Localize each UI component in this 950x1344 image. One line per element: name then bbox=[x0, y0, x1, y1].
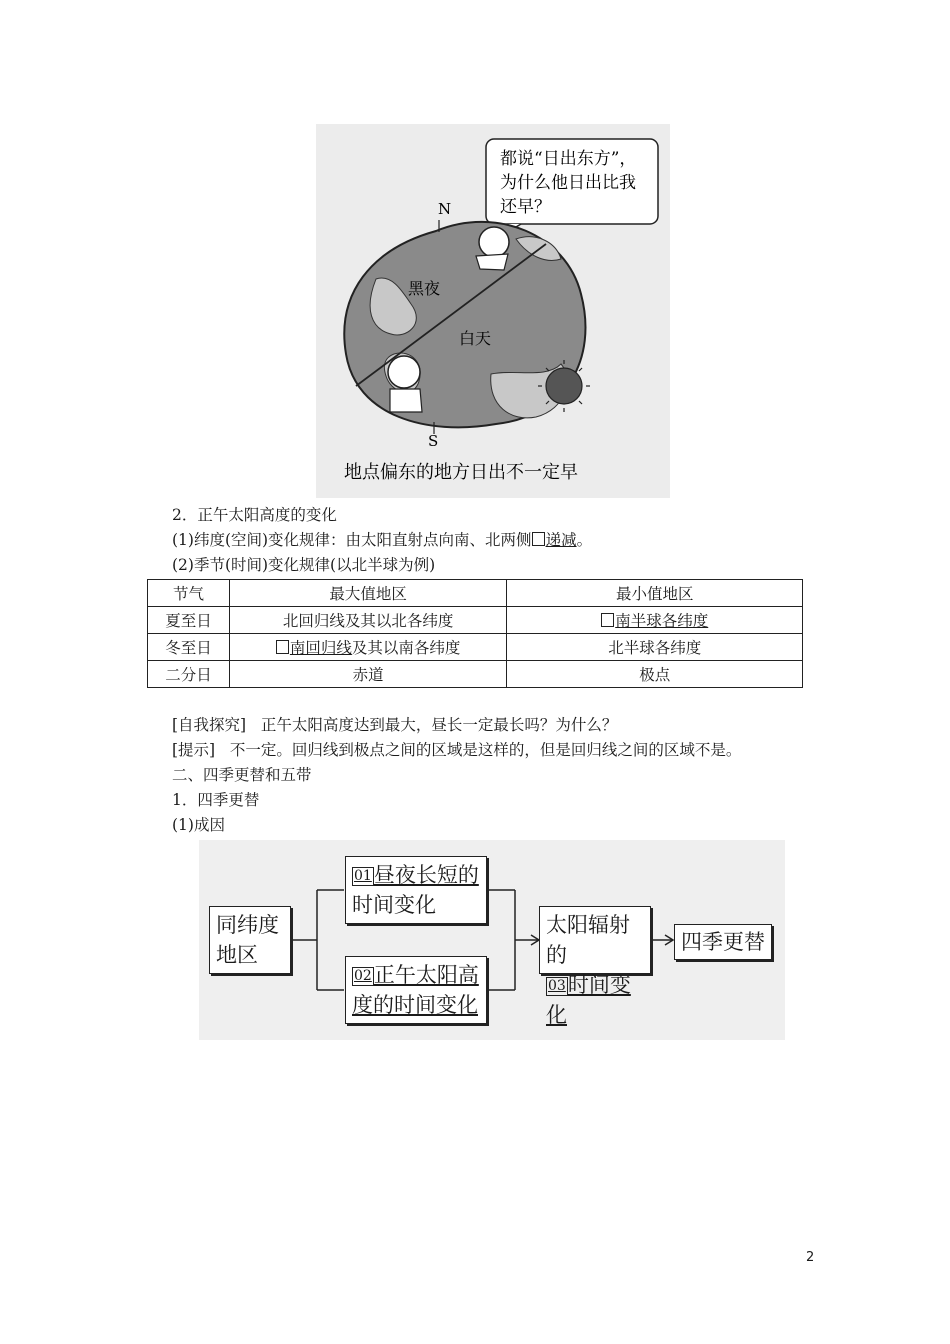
flow-radiation-box bbox=[539, 906, 651, 1027]
explore-label: [自我探究] bbox=[172, 716, 247, 734]
section3-sub2: (1)成因 bbox=[172, 816, 225, 834]
cell-term: 二分日 bbox=[148, 661, 230, 688]
table-row bbox=[148, 607, 803, 634]
hint-text: 不一定。回归线到极点之间的区域是这样的，但是回归线之间的区域不是。 bbox=[229, 741, 742, 759]
figure-caption: 地点偏东的地方日出不一定早 bbox=[344, 462, 578, 483]
section2-p2: (2)季节(时间)变化规律(以北半球为例) bbox=[172, 556, 436, 574]
cell-term: 冬至日 bbox=[148, 634, 230, 661]
header-max: 最大值地区 bbox=[229, 580, 507, 607]
explore-question-line bbox=[172, 715, 617, 735]
flow-mid-line1: 太阳辐射的 bbox=[546, 913, 630, 967]
header-term: 节气 bbox=[148, 580, 230, 607]
speech-line-3: 还早？ bbox=[500, 197, 551, 217]
hint-label: [提示] bbox=[172, 741, 216, 759]
cell-term: 夏至日 bbox=[148, 607, 230, 634]
cell-min: 极点 bbox=[507, 661, 803, 688]
flow-top-line2: 时间变化 bbox=[352, 893, 436, 917]
table-row bbox=[148, 661, 803, 688]
cell-min: 北半球各纬度 bbox=[507, 634, 803, 661]
flow-num-03: 03 bbox=[548, 978, 566, 994]
solar-height-table bbox=[147, 579, 803, 688]
cell-max-rest: 及其以南各纬度 bbox=[351, 639, 461, 657]
p1-suffix: 。 bbox=[576, 531, 593, 549]
section2-p1 bbox=[172, 530, 592, 550]
explore-hint-line bbox=[172, 740, 741, 760]
cell-min-answer: 南半球各纬度 bbox=[615, 612, 709, 630]
flow-daylength-box bbox=[345, 856, 487, 924]
person-top bbox=[479, 227, 509, 257]
flow-start-line2: 地区 bbox=[216, 943, 258, 967]
p1-answer: 递减 bbox=[545, 531, 577, 549]
flow-num-01: 01 bbox=[354, 868, 372, 884]
flow-bottom-line2: 度的时间变化 bbox=[352, 993, 478, 1017]
cell-max-answer: 南回归线 bbox=[289, 639, 352, 657]
cell-max bbox=[229, 634, 507, 661]
flow-end-box bbox=[674, 924, 772, 960]
flow-noon-height-box bbox=[345, 956, 487, 1024]
flow-start-line1: 同纬度 bbox=[216, 913, 279, 937]
flow-start-box bbox=[209, 906, 291, 974]
speech-line-2: 为什么他日出比我 bbox=[500, 173, 636, 193]
person-bottom bbox=[388, 356, 420, 388]
answer-blank bbox=[532, 532, 545, 546]
table-row bbox=[148, 634, 803, 661]
flow-top-line1: 昼夜长短的 bbox=[373, 863, 479, 887]
speech-line-1: 都说“日出东方”， bbox=[500, 149, 637, 169]
north-label: N bbox=[438, 200, 452, 218]
night-label: 黑夜 bbox=[408, 279, 441, 298]
flow-bottom-line1: 正午太阳高 bbox=[373, 963, 479, 987]
cell-max: 赤道 bbox=[229, 661, 507, 688]
cell-max: 北回归线及其以北各纬度 bbox=[229, 607, 507, 634]
p1-prefix: (1)纬度(空间)变化规律：由太阳直射点向南、北两侧 bbox=[172, 531, 532, 549]
cell-min bbox=[507, 607, 803, 634]
section2-heading: 2．正午太阳高度的变化 bbox=[172, 506, 337, 524]
flow-mid-line2: 时间变化 bbox=[546, 973, 631, 1027]
table-header-row bbox=[148, 580, 803, 607]
south-label: S bbox=[428, 432, 439, 450]
earth-diagram bbox=[316, 124, 670, 498]
explore-question: 正午太阳高度达到最大，昼长一定最长吗？为什么？ bbox=[260, 716, 618, 734]
day-label: 白天 bbox=[459, 329, 492, 348]
section3-sub: 1．四季更替 bbox=[172, 791, 260, 809]
illustration-earth-sunrise bbox=[316, 124, 670, 498]
season-cause-flowchart bbox=[199, 840, 785, 1040]
section3-heading: 二、四季更替和五带 bbox=[172, 766, 312, 784]
page-number: 2 bbox=[806, 1250, 815, 1265]
flow-end-label: 四季更替 bbox=[681, 930, 765, 954]
header-min: 最小值地区 bbox=[507, 580, 803, 607]
flow-num-02: 02 bbox=[354, 968, 372, 984]
